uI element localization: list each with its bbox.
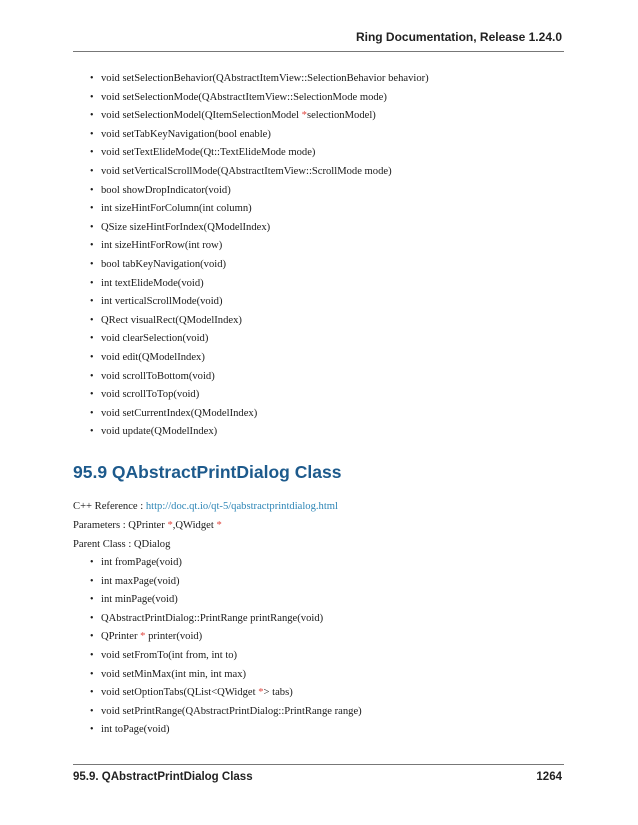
list-item: • int toPage(void) (90, 721, 362, 740)
list-item: • void setPrintRange(QAbstractPrintDialog::PrintRange range) (90, 703, 362, 722)
list-item: • bool tabKeyNavigation(void) (90, 256, 429, 275)
section-title: 95.9 QAbstractPrintDialog Class (73, 462, 342, 482)
list-item: • QRect visualRect(QModelIndex) (90, 312, 429, 331)
list-item: • void scrollToBottom(void) (90, 368, 429, 387)
list-item: • void setSelectionMode(QAbstractItemView::SelectionMode mode) (90, 89, 429, 108)
list-item: • int minPage(void) (90, 591, 362, 610)
cpp-reference-link[interactable]: http://doc.qt.io/qt-5/qabstractprintdialog.html (145, 501, 338, 512)
cpp-reference-label: C++ Reference : (73, 501, 146, 512)
header-divider (73, 51, 564, 52)
list-item: • void setFromTo(int from, int to) (90, 647, 362, 666)
list-item: • void setMinMax(int min, int max) (90, 666, 362, 685)
list-item: • void setSelectionBehavior(QAbstractItemView::SelectionBehavior behavior) (90, 70, 429, 89)
list-item: • int fromPage(void) (90, 554, 362, 573)
list-item: • void setOptionTabs(QList<QWidget *> tabs) (90, 684, 362, 703)
list-item: • QSize sizeHintForIndex(QModelIndex) (90, 219, 429, 238)
list-item: • int textElideMode(void) (90, 275, 429, 294)
parameters-line: Parameters : QPrinter *,QWidget * (73, 520, 222, 531)
page-number: 1264 (536, 771, 562, 783)
list-item: • int sizeHintForRow(int row) (90, 237, 429, 256)
cpp-reference (73, 501, 338, 512)
footer-section: 95.9. QAbstractPrintDialog Class (73, 771, 253, 783)
list-item: • void scrollToTop(void) (90, 386, 429, 405)
list-item: • QAbstractPrintDialog::PrintRange printRange(void) (90, 610, 362, 629)
list-item: • void setTextElideMode(Qt::TextElideMode mode) (90, 144, 429, 163)
running-header: Ring Documentation, Release 1.24.0 (355, 30, 562, 44)
list-item: • void setSelectionModel(QItemSelectionModel *selectionModel) (90, 107, 429, 126)
list-item: • void setTabKeyNavigation(bool enable) (90, 126, 429, 145)
list-item: • void update(QModelIndex) (90, 423, 429, 442)
list-item: • int verticalScrollMode(void) (90, 293, 429, 312)
list-item: • QPrinter * printer(void) (90, 628, 362, 647)
list-item: • void setVerticalScrollMode(QAbstractItemView::ScrollMode mode) (90, 163, 429, 182)
parent-class-line: Parent Class : QDialog (73, 539, 171, 550)
method-list-qabstractprintdialog (90, 554, 362, 740)
list-item: • void setCurrentIndex(QModelIndex) (90, 405, 429, 424)
list-item: • void clearSelection(void) (90, 330, 429, 349)
list-item: • void edit(QModelIndex) (90, 349, 429, 368)
list-item: • int maxPage(void) (90, 573, 362, 592)
list-item: • int sizeHintForColumn(int column) (90, 200, 429, 219)
list-item: • bool showDropIndicator(void) (90, 182, 429, 201)
footer-divider (73, 764, 564, 765)
method-list-qabstractitemview (90, 70, 429, 442)
